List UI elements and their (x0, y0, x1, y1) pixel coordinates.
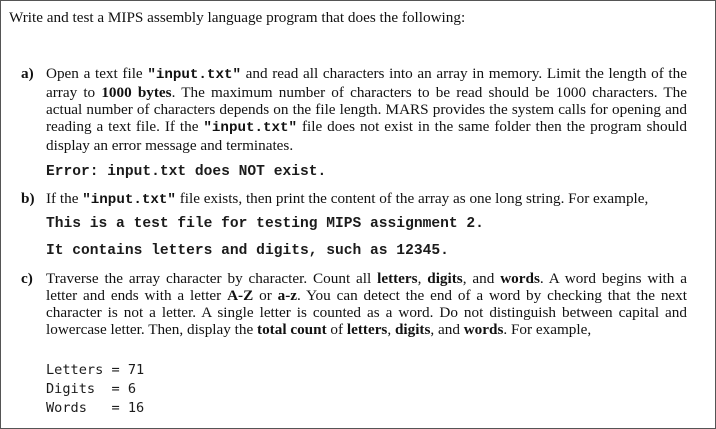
item-c-text: Traverse the array character by character. Count all letters, digits, and words. A word begins with a letter and ends with a letter A-Z or a-z. You can detect the end of a word by checking that the next character is not a letter. A single letter is counted as a word. Do not distinguish between capital and lowercase letter. Then, display the total count of letters, digits, and words. For example, (46, 270, 687, 338)
output-digits: Digits = 6 (46, 381, 137, 397)
content-example-line-2: It contains letters and digits, such as 12345. (46, 243, 449, 259)
filename: "input.txt" (147, 67, 241, 83)
item-c-marker: c) (21, 270, 33, 287)
content-example-line-1: This is a test file for testing MIPS assignment 2. (46, 216, 484, 232)
filename: "input.txt" (82, 192, 176, 208)
item-b-text: If the "input.txt" file exists, then print the content of the array as one long string. For example, (46, 190, 649, 208)
output-words: Words = 16 (46, 400, 145, 416)
limit-text: 1000 bytes (101, 84, 172, 101)
error-message-example: Error: input.txt does NOT exist. (46, 164, 327, 180)
item-b-marker: b) (21, 190, 35, 207)
item-a-text: Open a text file "input.txt" and read all characters into an array in memory. Limit the length of the array to 1000 bytes. The maximum number of characters to be read should be 1000 characters. The actual number of characters depends on the file length. MARS provides the system calls for opening and reading a text file. If the "input.txt" file does not exist in the same folder then the program should display an error message and terminates. (46, 65, 688, 154)
output-letters: Letters = 71 (46, 362, 145, 378)
item-a-marker: a) (21, 65, 34, 82)
intro-text: Write and test a MIPS assembly language program that does the following: (9, 9, 466, 26)
item-b (21, 190, 687, 209)
item-c (21, 270, 687, 338)
filename: "input.txt" (203, 120, 298, 136)
item-a (21, 65, 687, 154)
